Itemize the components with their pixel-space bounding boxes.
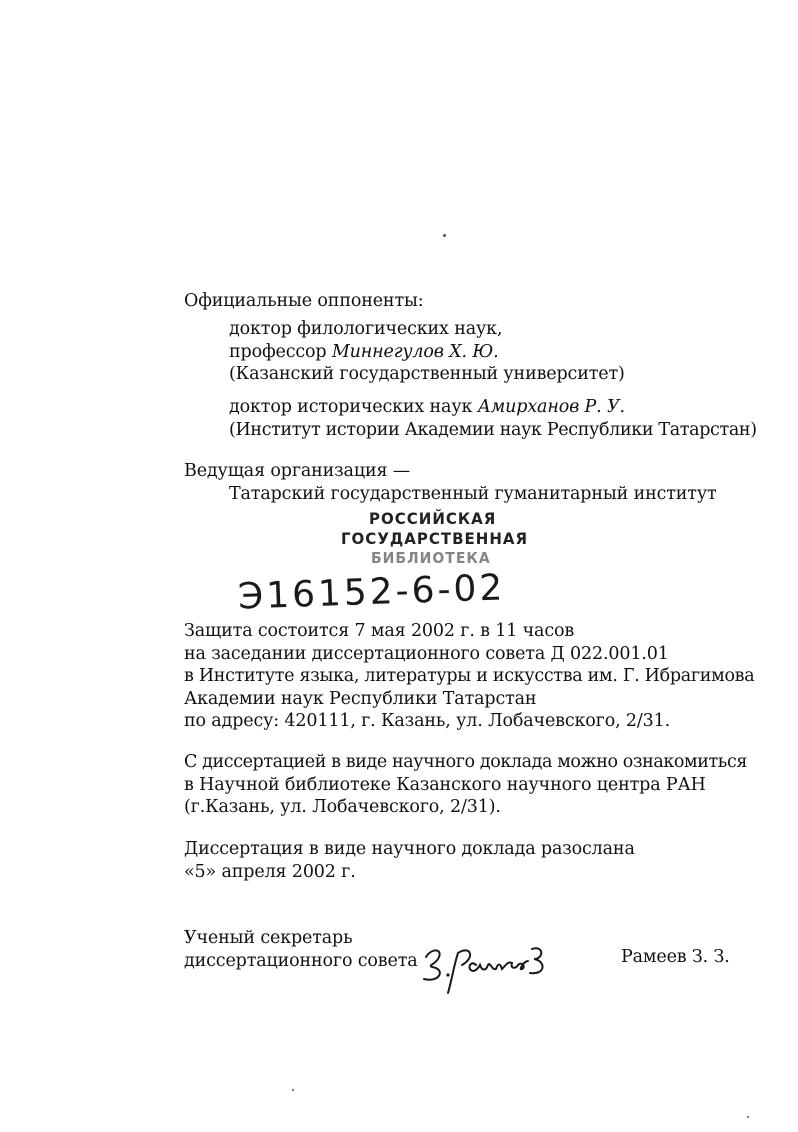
opponent-2-line bbox=[229, 396, 625, 418]
leading-org-heading: Ведущая организация — bbox=[184, 461, 411, 481]
stamp-line-2: ГОСУДАРСТВЕННАЯ bbox=[341, 529, 529, 549]
defense-line-3: в Институте языка, литературы и искусства им. Г. Ибрагимова bbox=[184, 666, 755, 686]
library-line-1: С диссертацией в виде научного доклада можно ознакомиться bbox=[184, 752, 747, 772]
defense-line-2: на заседании диссертационного совета Д 022.001.01 bbox=[184, 644, 669, 664]
secretary-name: Рамеев З. З. bbox=[621, 947, 730, 967]
opponent-2-affiliation: (Институт истории Академии наук Республики Татарстан) bbox=[229, 420, 757, 440]
signature-stroke bbox=[448, 950, 470, 993]
signature-dot bbox=[446, 973, 449, 976]
opponent-1-title-line bbox=[229, 341, 499, 363]
library-line-2: в Научной библиотеке Казанского научного центра РАН bbox=[184, 775, 706, 795]
distribution-line-2: «5» апреля 2002 г. bbox=[184, 862, 356, 882]
opponent-1-affiliation: (Казанский государственный университет) bbox=[229, 364, 625, 384]
distribution-line-1: Диссертация в виде научного доклада разослана bbox=[184, 839, 635, 859]
scan-speck bbox=[443, 234, 446, 237]
defense-line-1: Защита состоится 7 мая 2002 г. в 11 часов bbox=[184, 621, 575, 641]
signature-stroke bbox=[530, 948, 543, 973]
scan-speck bbox=[292, 1089, 294, 1091]
signature bbox=[418, 935, 558, 995]
opponent-1-name: Миннегулов Х. Ю. bbox=[331, 342, 499, 362]
handwritten-code: Э16152-6-02 bbox=[237, 567, 506, 618]
leading-org-name: Татарский государственный гуманитарный институт bbox=[229, 484, 717, 504]
opponent-2-name: Амирханов Р. У. bbox=[477, 397, 625, 417]
stamp-line-1: РОССИЙСКАЯ bbox=[369, 509, 497, 529]
secretary-title-line-2: диссертационного совета bbox=[184, 951, 418, 971]
opponents-heading: Официальные оппоненты: bbox=[184, 291, 424, 311]
defense-line-5: по адресу: 420111, г. Казань, ул. Лобачевского, 2/31. bbox=[184, 711, 671, 731]
defense-line-4: Академии наук Республики Татарстан bbox=[184, 689, 537, 709]
library-line-3: (г.Казань, ул. Лобачевского, 2/31). bbox=[184, 797, 501, 817]
opponent-2-degree: доктор исторических наук bbox=[229, 397, 478, 417]
stamp-line-3: БИБЛИОТЕКА bbox=[371, 550, 491, 568]
opponent-1-title: профессор bbox=[229, 342, 332, 362]
signature-stroke bbox=[424, 950, 440, 979]
opponent-1-degree: доктор филологических наук, bbox=[229, 319, 503, 339]
scan-speck bbox=[747, 1116, 749, 1118]
signature-stroke bbox=[470, 961, 528, 971]
secretary-title-line-1: Ученый секретарь bbox=[184, 928, 353, 948]
